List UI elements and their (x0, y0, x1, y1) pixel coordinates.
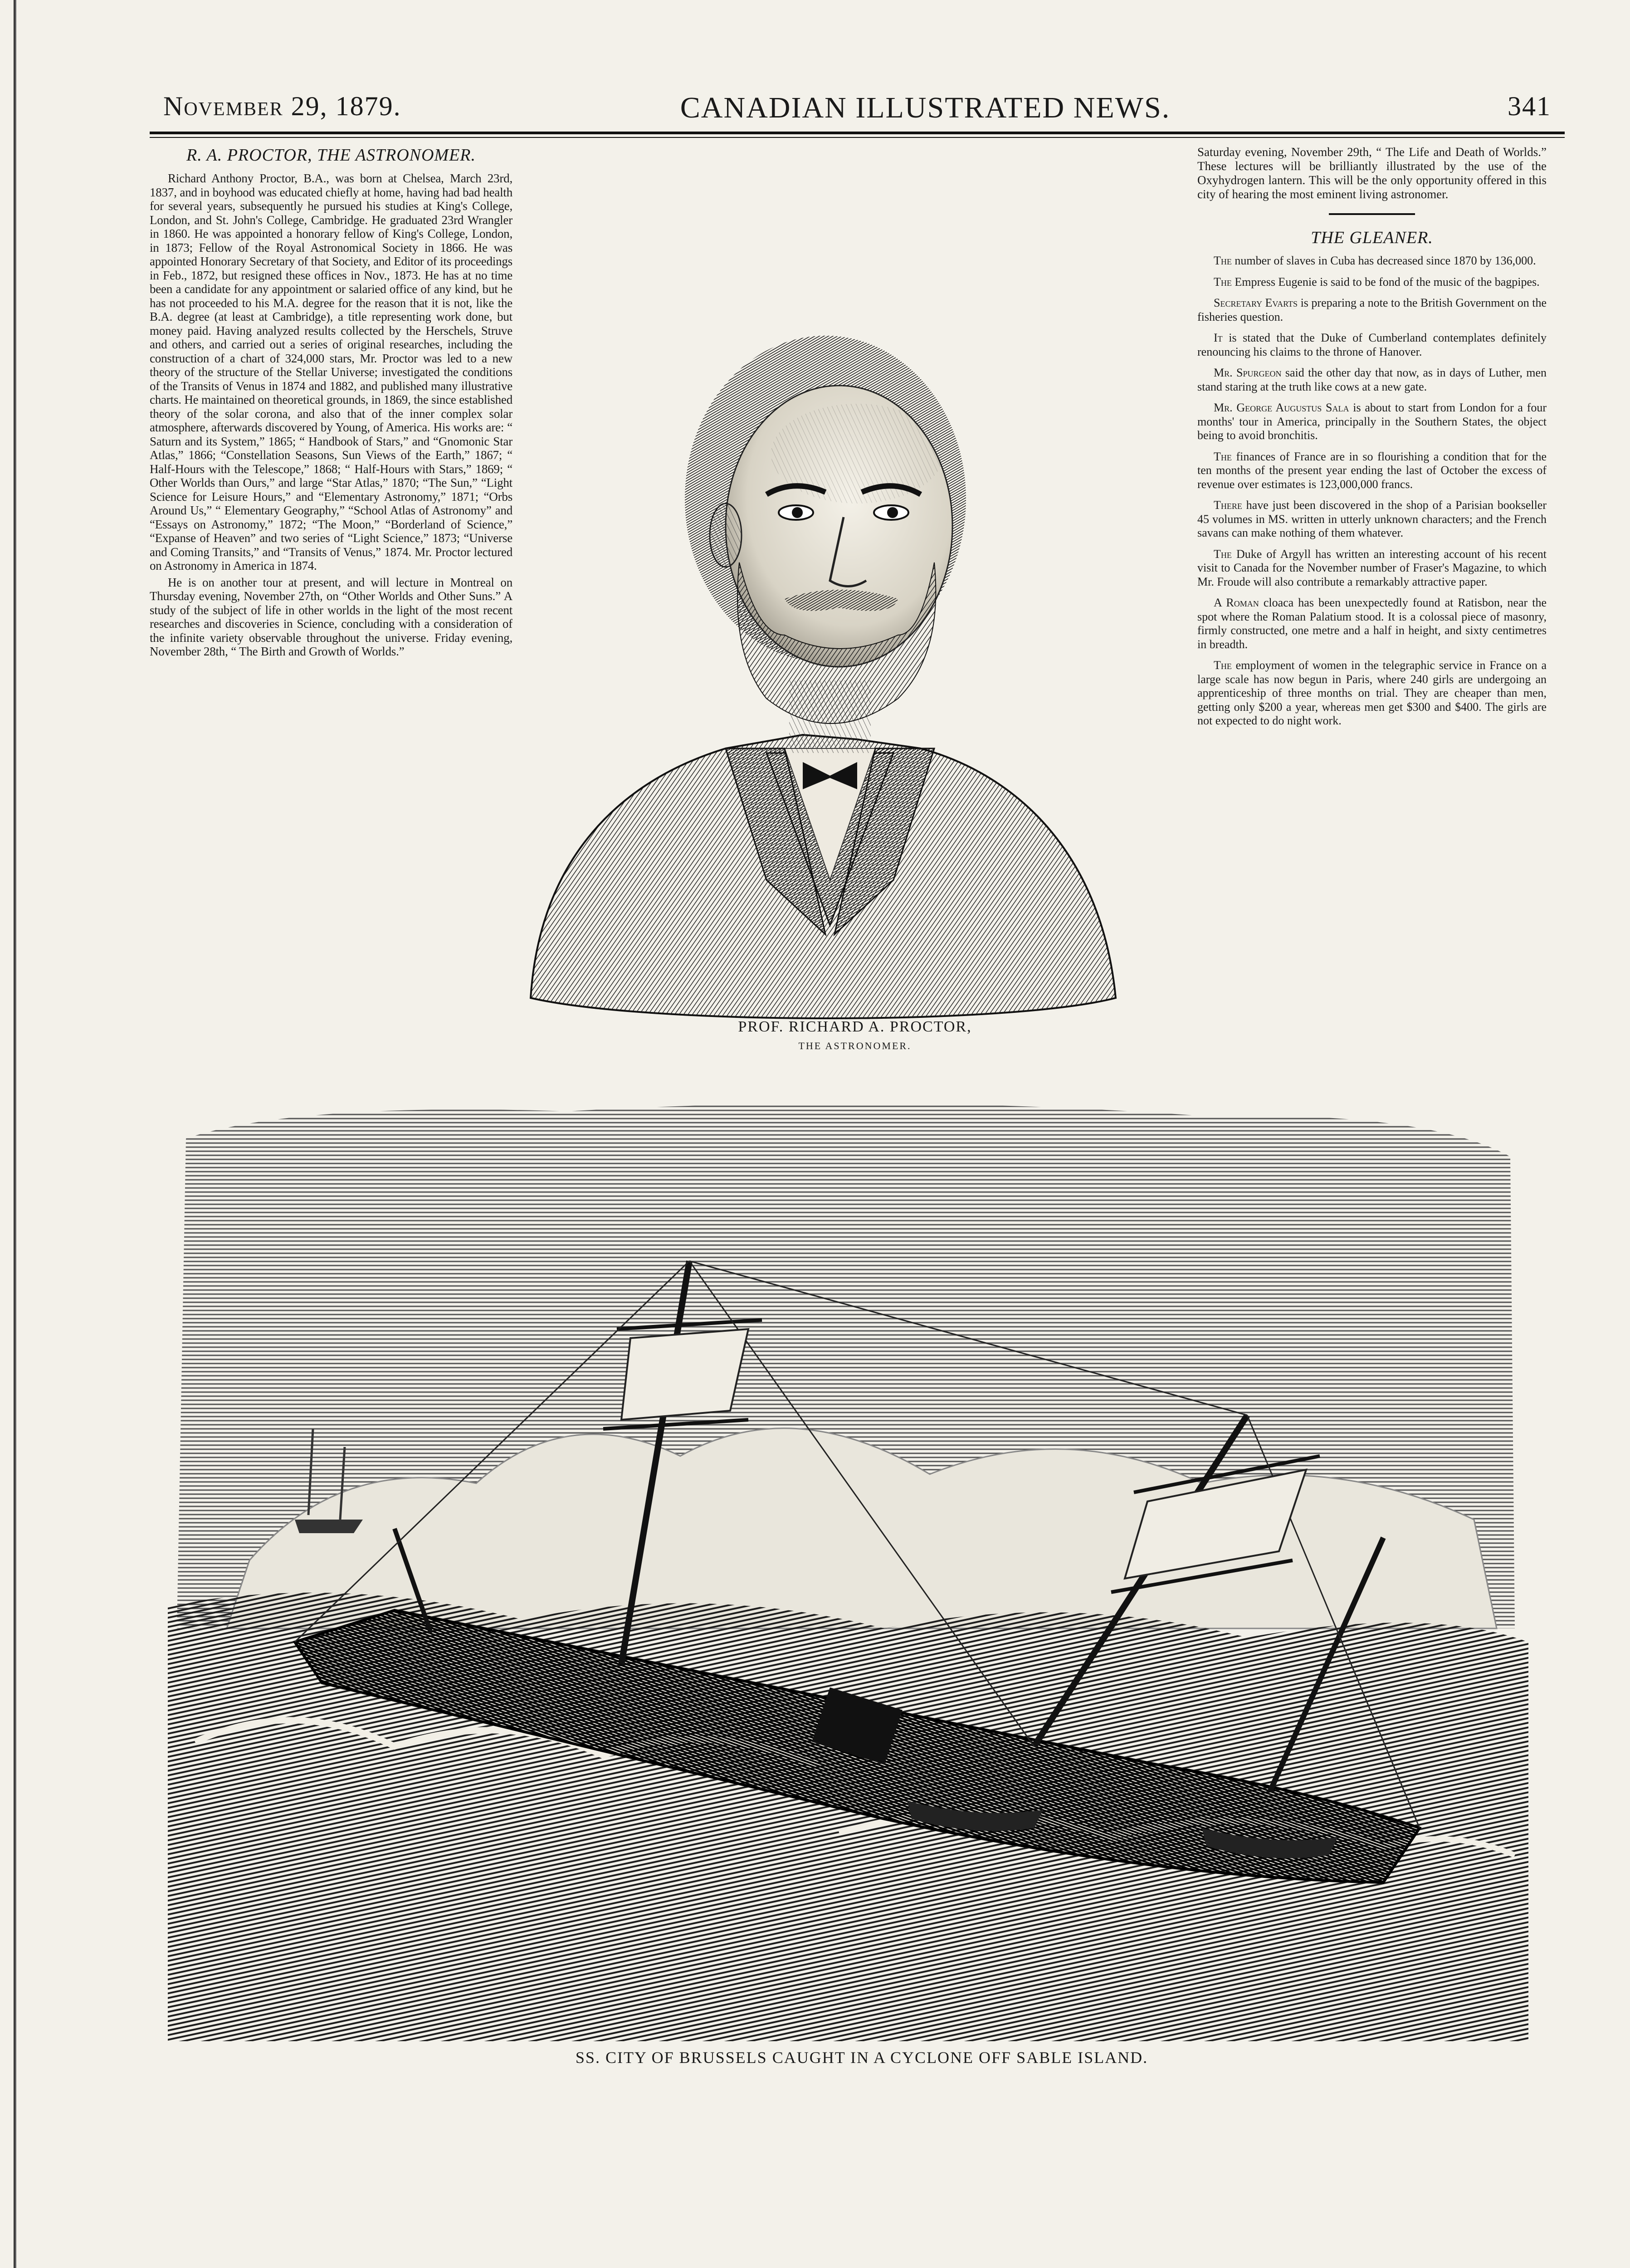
right-column (1197, 145, 1547, 1070)
gleaner-item-text: said the other day that now, as in days of Luther, men stand staring at the truth like cows at a new gate. (1197, 366, 1547, 393)
gleaner-item-lead: A Roman (1214, 596, 1259, 609)
header-rule-thin (150, 137, 1565, 138)
gleaner-item (1197, 254, 1547, 268)
gleaner-item (1197, 596, 1547, 651)
gleaner-item-lead: The (1214, 659, 1232, 672)
gleaner-item (1197, 296, 1547, 324)
gleaner-item-lead: Secretary Evarts (1214, 296, 1298, 309)
gleaner-item-text: have just been discovered in the shop of a Parisian bookseller 45 volumes in MS. written in utterly unknown characters; and the French savans can make nothing of them whatever. (1197, 499, 1547, 539)
gleaner-item-lead: The (1214, 450, 1232, 463)
gleaner-item (1197, 366, 1547, 394)
gleaner-item-text: finances of France are in so flourishing a condition that for the ten months of the present year ending the last of October the excess of revenue over estimates is 123,000,000 francs. (1197, 450, 1547, 491)
gleaner-item (1197, 547, 1547, 589)
newspaper-title: CANADIAN ILLUSTRATED NEWS. (680, 91, 1171, 124)
header-rule-thick (150, 132, 1565, 134)
gleaner-item (1197, 275, 1547, 289)
section-divider (1329, 213, 1415, 215)
shipwreck-caption: SS. CITY OF BRUSSELS CAUGHT IN A CYCLONE OFF SABLE ISLAND. (575, 2048, 1148, 2067)
gleaner-title: THE GLEANER. (1311, 228, 1433, 247)
article-paragraph-2: He is on another tour at present, and will lecture in Montreal on Thursday evening, November 27th, on “Other Worlds and Other Suns.” A study of the subject of life in other worlds in the light of the most recent researches and discoveries in Science, concluding with a consideration of the infinite variety observable throughout the universe. Friday evening, November 28th, “ The Birth and Growth of Worlds.” (150, 575, 512, 658)
gleaner-item-text: is about to start from London for a four months' tour in America, principally in the Southern States, the object being to avoid bronchitis. (1197, 401, 1547, 442)
gleaner-item-text: is stated that the Duke of Cumberland contemplates definitely renouncing his claims to the throne of Hanover. (1197, 331, 1547, 358)
gleaner-item (1197, 401, 1547, 443)
portrait-engraving (512, 290, 1134, 1034)
article-headline: R. A. PROCTOR, THE ASTRONOMER. (186, 146, 476, 165)
article-proctor (150, 145, 512, 1061)
lecture-notice-continuation: Saturday evening, November 29th, “ The Life and Death of Worlds.” These lectures will be brilliantly illustrated by the use of the Oxyhydrogen lantern. This will be the only opportunity offered in this city of hearing the most eminent living astronomer. (1197, 145, 1547, 201)
page-number: 341 (1508, 91, 1551, 121)
gleaner-item-lead: Mr. Spurgeon (1214, 366, 1282, 379)
gleaner-item (1197, 331, 1547, 359)
portrait-caption-name: PROF. RICHARD A. PROCTOR, (738, 1018, 972, 1035)
gleaner-item-text: number of slaves in Cuba has decreased since 1870 by 136,000. (1231, 254, 1536, 267)
gleaner-item-lead: The (1214, 547, 1232, 561)
portrait-caption (603, 1018, 1107, 1052)
gleaner-item (1197, 499, 1547, 540)
portrait-caption-role: THE ASTRONOMER. (798, 1040, 912, 1051)
shipwreck-engraving (159, 1084, 1533, 2046)
gleaner-item (1197, 450, 1547, 492)
gleaner-item-text: cloaca has been unexpectedly found at Ratisbon, near the spot where the Roman Palatium stood. It is a colossal piece of masonry, firmly constructed, one metre and a half in height, and sixty centimetres in breadth. (1197, 596, 1547, 651)
gleaner-item-text: employment of women in the telegraphic service in France on a large scale has now begun in Paris, where 240 girls are undergoing an apprenticeship of three months on trial. They are cheaper than men, getting only $200 a year, whereas men get $300 and $400. The girls are not expected to do night work. (1197, 659, 1547, 727)
gleaner-item-lead: There (1214, 499, 1242, 512)
gleaner-item-text: Empress Eugenie is said to be fond of the music of the bagpipes. (1231, 275, 1540, 288)
gleaner-item-text: is preparing a note to the British Government on the fisheries question. (1197, 296, 1547, 323)
gleaner-item-lead: It (1214, 331, 1223, 344)
gleaner-item-lead: The (1214, 254, 1232, 267)
page-binding-edge (14, 0, 16, 2268)
gleaner-item (1197, 659, 1547, 728)
gleaner-item-lead: The (1214, 275, 1232, 288)
gleaner-item-text: Duke of Argyll has written an interesting account of his recent visit to Canada for the November number of Fraser's Magazine, to which Mr. Froude will also contribute a remarkably attractive paper. (1197, 547, 1547, 588)
article-paragraph-1: Richard Anthony Proctor, B.A., was born at Chelsea, March 23rd, 1837, and in boyhood was educated chiefly at home, having had bad health for several years, subsequently he pursued his studies at King's College, London, and St. John's College, Cambridge. He graduated 23rd Wrangler in 1860. He was appointed a honorary fellow of King's College, London, in 1873; Fellow of the Royal Astronomical Society in 1866. He was appointed Honorary Secretary of that Society, and Editor of its proceedings in Feb., 1872, but resigned these offices in Nov., 1873. He has at no time been a candidate for any appointment or salaried office of any kind, but he has not proceeded to his M.A. degree for the reason that it is not, like the B.A. degree (at least at Cambridge), a title representing work done, but money paid. Having analyzed results collected by the Herschels, Struve and others, and carried out a series of original researches, including the construction of a chart of 324,000 stars, Mr. Proctor was led to a new theory of the structure of the Stellar Universe; investigated the conditions of the Transits of Venus in 1874 and 1882, and published many illustrative charts. He maintained on theoretical grounds, in 1869, the since established theory of the solar corona, and also that of the inner complex solar atmosphere, afterwards discovered by Young, of America. His works are: “ Saturn and its System,” 1865; “ Handbook of Stars,” and “Gnomonic Star Atlas,” 1866; “Constellation Seasons, Sun Views of the Earth,” 1867; “ Half-Hours with the Telescope,” 1868; “ Half-Hours with Stars,” 1869; “ Other Worlds than Ours,” and large “Star Atlas,” 1870; “The Sun,” “Light Science for Leisure Hours,” and “Elementary Astronomy,” 1871; “Orbs Around Us,” “ Elementary Geography,” “School Atlas of Astronomy” and “Essays on Astronomy,” 1872; “The Moon,” “Borderland of Science,” “Expanse of Heaven” and two series of “Light Science,” 1873; “Universe and Coming Transits,” and “Transits of Venus,” 1874. Mr. Proctor lectured on Astronomy in America in 1874. (150, 171, 512, 572)
gleaner-item-lead: Mr. George Augustus Sala (1214, 401, 1349, 414)
issue-date: November 29, 1879. (163, 91, 401, 121)
page-header (163, 86, 1551, 127)
